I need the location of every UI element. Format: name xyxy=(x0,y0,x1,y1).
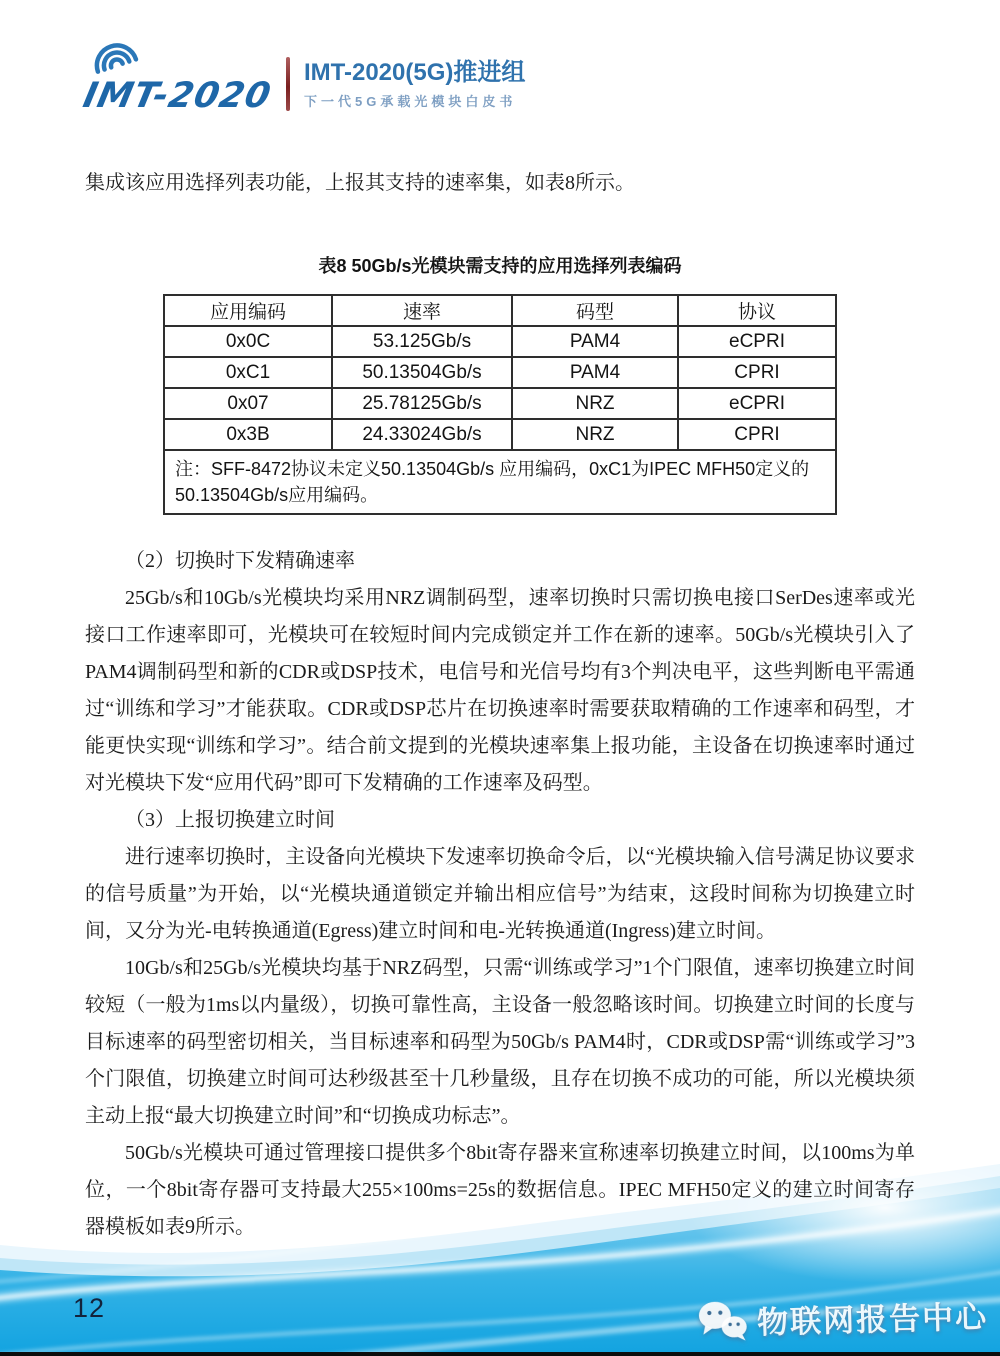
cell-rate: 53.125Gb/s xyxy=(332,326,512,357)
table-header-row xyxy=(164,295,836,326)
table-row xyxy=(164,388,836,419)
body-paragraph: 10Gb/s和25Gb/s光模块均基于NRZ码型，只需“训练或学习”1个门限值，速率切换建立时间较短（一般为1ms以内量级），切换可靠性高，主设备一般忽略该时间。切换建立时间的长度与目标速率的码型密切相关，当目标速率和码型为50Gb/s PAM4时，CDR或DSP需“训练或学习”3个门限值，切换建立时间可达秒级甚至十几秒量级，且存在切换不成功的可能，所以光模块须主动上报“最大切换建立时间”和“切换成功标志”。 xyxy=(85,957,915,1127)
cell-code-type: NRZ xyxy=(512,388,678,419)
cell-code-type: PAM4 xyxy=(512,326,678,357)
cell-protocol: CPRI xyxy=(678,419,836,450)
table-row xyxy=(164,357,836,388)
table-row xyxy=(164,326,836,357)
body-paragraph: 进行速率切换时，主设备向光模块下发速率切换命令后，以“光模块输入信号满足协议要求的信号质量”为开始，以“光模块通道锁定并输出相应信号”为结束，这段时间称为切换建立时间，又分为光-电转换通道(Egress)建立时间和电-光转换通道(Ingress)建立时间。 xyxy=(85,846,915,942)
intro-paragraph: 集成该应用选择列表功能，上报其支持的速率集，如表8所示。 xyxy=(85,172,635,194)
watermark xyxy=(696,1291,988,1344)
cell-code-type: PAM4 xyxy=(512,357,678,388)
section-heading-3: （3）上报切换建立时间 xyxy=(125,809,335,831)
cell-rate: 50.13504Gb/s xyxy=(332,357,512,388)
col-header: 应用编码 xyxy=(164,295,332,326)
table-note: 注：SFF-8472协议未定义50.13504Gb/s 应用编码，0xC1为IPEC MFH50定义的50.13504Gb/s应用编码。 xyxy=(164,450,836,514)
cell-app-code: 0xC1 xyxy=(164,357,332,388)
col-header: 速率 xyxy=(332,295,512,326)
cell-protocol: eCPRI xyxy=(678,388,836,419)
header-text-block xyxy=(304,59,525,110)
table-note-row xyxy=(164,450,836,514)
header-title: IMT-2020(5G)推进组 xyxy=(304,58,526,86)
logo-wordmark: IMT-2020 xyxy=(79,76,275,116)
cell-protocol: eCPRI xyxy=(678,326,836,357)
body-paragraph: 50Gb/s光模块可通过管理接口提供多个8bit寄存器来宣称速率切换建立时间，以100ms为单位，一个8bit寄存器可支持最大255×100ms=25s的数据信息。IPEC MFH50定义的建立时间寄存器模板如表9所示。 xyxy=(85,1142,915,1238)
imt2020-logo xyxy=(79,52,275,116)
body-paragraph: 25Gb/s和10Gb/s光模块均采用NRZ调制码型，速率切换时只需切换电接口SerDes速率或光接口工作速率即可，光模块可在较短时间内完成锁定并工作在新的速率。50Gb/s光模块引入了PAM4调制码型和新的CDR或DSP技术，电信号和光信号均有3个判决电平，这些判断电平需通过“训练和学习”才能获取。CDR或DSP芯片在切换速率时需要获取精确的工作速率和码型，才能更快实现“训练和学习”。结合前文提到的光模块速率集上报功能，主设备在切换速率时通过对光模块下发“应用代码”即可下发精确的工作速率及码型。 xyxy=(85,587,915,794)
table-caption: 表8 50Gb/s光模块需支持的应用选择列表编码 xyxy=(318,256,682,276)
cell-rate: 24.33024Gb/s xyxy=(332,419,512,450)
col-header: 协议 xyxy=(678,295,836,326)
cell-code-type: NRZ xyxy=(512,419,678,450)
cell-app-code: 0x0C xyxy=(164,326,332,357)
header-divider xyxy=(286,57,290,111)
cell-rate: 25.78125Gb/s xyxy=(332,388,512,419)
wifi-arcs-icon xyxy=(82,29,152,82)
watermark-label: 物联网报告中心 xyxy=(756,1299,989,1341)
document-body xyxy=(85,168,915,1246)
bottom-border-line xyxy=(0,1352,1000,1356)
page-number: 12 xyxy=(73,1293,106,1323)
header-subtitle: 下一代5G承载光模块白皮书 xyxy=(304,93,517,109)
cell-app-code: 0x3B xyxy=(164,419,332,450)
cell-app-code: 0x07 xyxy=(164,388,332,419)
table-row xyxy=(164,419,836,450)
wechat-icon xyxy=(696,1298,749,1343)
page-header xyxy=(79,52,526,116)
section-heading-2: （2）切换时下发精确速率 xyxy=(125,550,355,572)
cell-protocol: CPRI xyxy=(678,357,836,388)
app-code-table xyxy=(163,294,837,515)
col-header: 码型 xyxy=(512,295,678,326)
